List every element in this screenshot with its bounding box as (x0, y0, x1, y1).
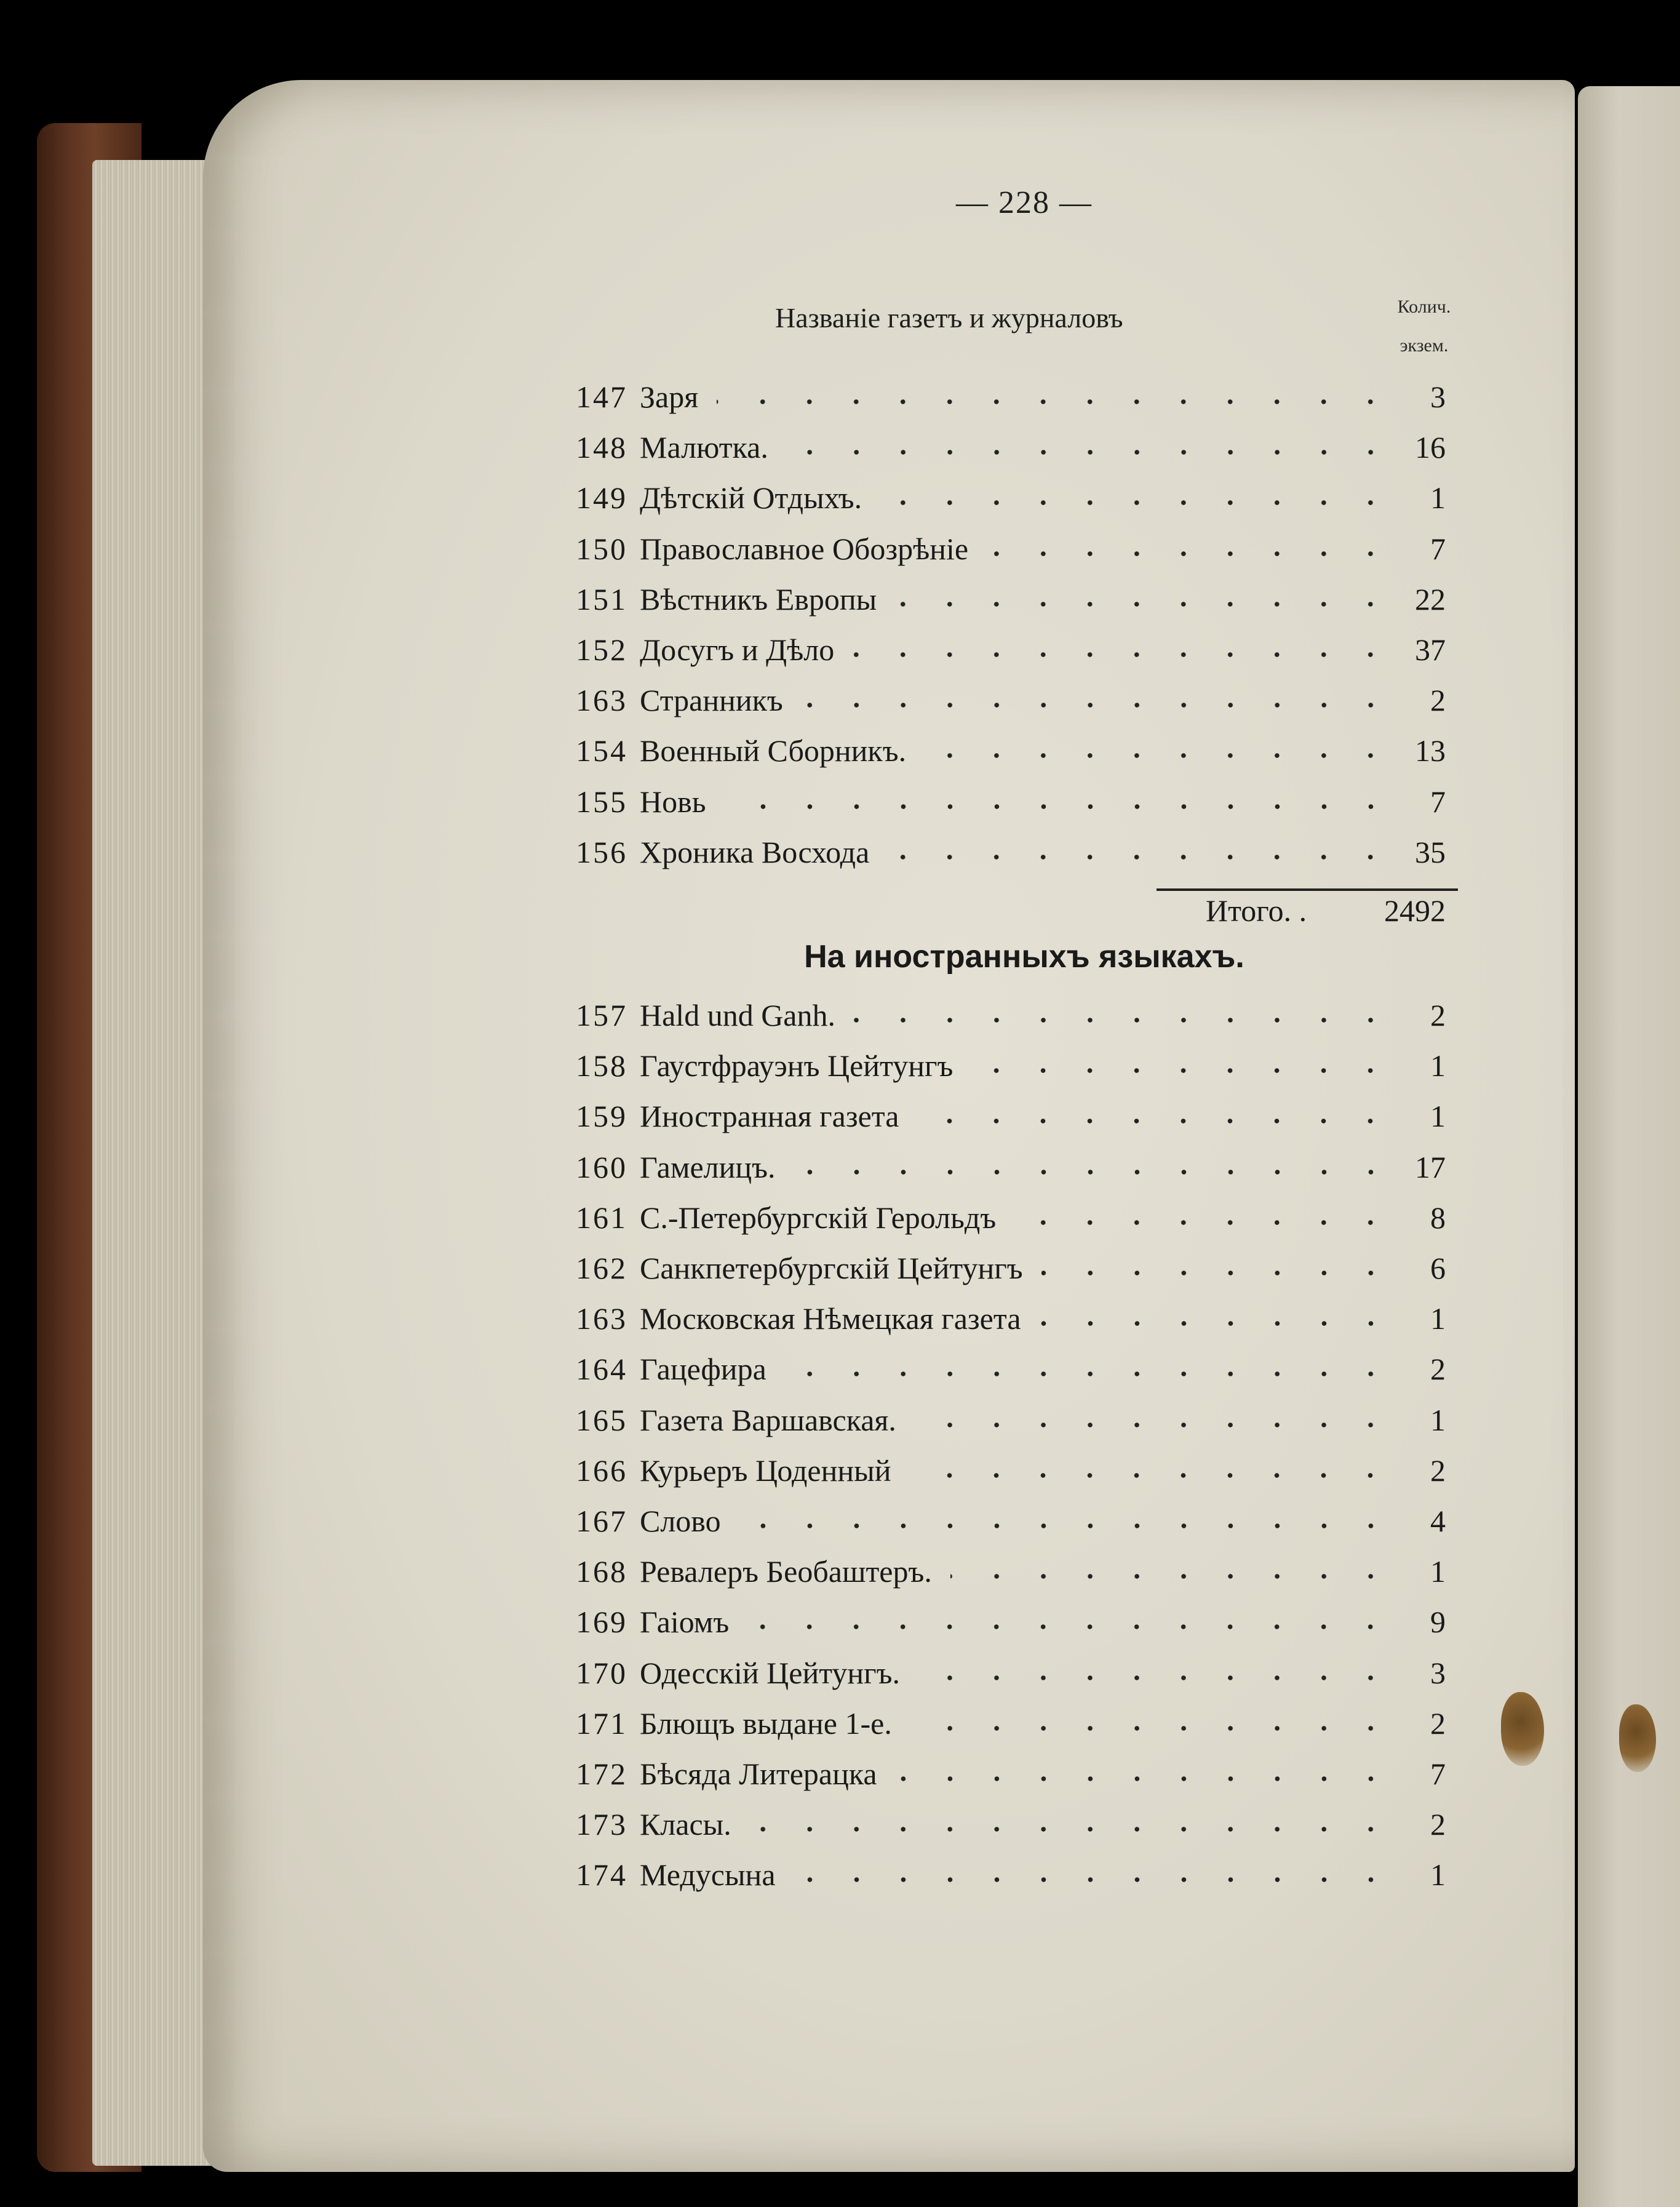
row-number: 166 (576, 1453, 627, 1488)
row-number: 151 (576, 581, 627, 617)
copy-count: 37 (1415, 633, 1446, 667)
row-number: 168 (576, 1554, 627, 1589)
copy-count: 2 (1430, 683, 1446, 718)
table-row (560, 1294, 1446, 1343)
row-number: 158 (576, 1048, 627, 1084)
leader-dots (802, 676, 1396, 725)
periodical-name: Гацефира (640, 1352, 766, 1387)
leader-dots (895, 575, 1396, 624)
leader-dots (987, 524, 1396, 573)
row-number: 161 (576, 1200, 627, 1235)
periodical-name: Малютка. (640, 430, 768, 465)
table-header-title: Названіе газетъ и журналовъ (775, 302, 1123, 333)
periodical-name: С.-Петербургскій Герольдъ (640, 1200, 997, 1235)
quantity-header-line-2: экзем. (1399, 335, 1449, 356)
row-number: 157 (576, 998, 627, 1032)
copy-count: 4 (1430, 1504, 1446, 1538)
copy-count: 1 (1430, 1554, 1446, 1589)
table-row (560, 1699, 1446, 1748)
periodical-name: Класы. (640, 1807, 731, 1842)
periodical-name: Православное Обозрѣніе (640, 531, 969, 566)
periodical-name: Блющъ выдане 1-е. (640, 1706, 892, 1741)
leader-dots (888, 828, 1396, 877)
leader-dots (794, 1850, 1396, 1899)
table-row (560, 1547, 1446, 1596)
periodical-name: Вѣстникъ Европы (640, 581, 877, 617)
row-number: 170 (576, 1655, 627, 1690)
section-title: На иностранныхъ языкахъ. (804, 939, 1244, 975)
leader-dots (853, 625, 1396, 674)
row-number: 150 (576, 531, 627, 566)
row-number: 160 (576, 1149, 627, 1184)
copy-count: 7 (1430, 531, 1446, 566)
table-row (560, 1243, 1446, 1293)
row-number: 152 (576, 633, 627, 667)
periodical-name: Дѣтскій Отдыхъ. (640, 481, 862, 516)
periodical-name: Медусына (640, 1858, 776, 1893)
leader-dots (910, 1699, 1396, 1748)
leader-dots (917, 1092, 1396, 1141)
row-number: 148 (576, 430, 627, 465)
copy-count: 1 (1430, 1099, 1446, 1134)
total-label: Итого. . (1206, 893, 1307, 928)
copy-count: 8 (1430, 1200, 1446, 1235)
table-row (560, 1496, 1446, 1546)
leader-dots (909, 1446, 1396, 1495)
leader-dots (725, 777, 1396, 826)
copy-count: 1 (1430, 1048, 1446, 1084)
table-row (560, 372, 1446, 421)
leader-dots (717, 372, 1396, 421)
table-row (560, 423, 1446, 472)
copy-count: 2 (1430, 1807, 1446, 1842)
leader-dots (1040, 1294, 1396, 1343)
leader-dots (925, 726, 1396, 775)
table-row (560, 1800, 1446, 1849)
page-number: — 228 — (956, 185, 1093, 220)
table-row (560, 1648, 1446, 1698)
row-number: 162 (576, 1251, 627, 1285)
periodical-name: Гамелицъ. (640, 1149, 776, 1184)
periodical-name: Иностранная газета (640, 1099, 899, 1134)
leader-dots (918, 1648, 1396, 1698)
row-number: 172 (576, 1757, 627, 1791)
leader-dots (747, 1597, 1396, 1646)
table-row (560, 625, 1446, 674)
periodical-name: Бѣсяда Литерацка (640, 1757, 877, 1791)
table-row (560, 1092, 1446, 1141)
table-row (560, 524, 1446, 573)
copy-count: 1 (1430, 1301, 1446, 1336)
leader-dots (1041, 1243, 1396, 1293)
periodical-name: Новь (640, 784, 706, 819)
periodical-name: Одесскій Цейтунгъ. (640, 1655, 901, 1690)
table-row (560, 473, 1446, 522)
leader-dots (750, 1800, 1396, 1849)
copy-count: 2 (1430, 1706, 1446, 1741)
table-row (560, 676, 1446, 725)
table-row (560, 726, 1446, 775)
table-row (560, 828, 1446, 877)
row-number: 155 (576, 784, 627, 819)
periodical-name: Гаустфрауэнъ Цейтунгъ (640, 1048, 953, 1084)
table-row (560, 1143, 1446, 1192)
periodical-name: Ревалеръ Беобаштеръ. (640, 1554, 932, 1589)
copy-count: 9 (1430, 1605, 1446, 1640)
copy-count: 3 (1430, 380, 1446, 414)
row-number: 149 (576, 481, 627, 516)
copy-count: 7 (1430, 784, 1446, 819)
leader-dots (854, 991, 1396, 1040)
periodical-name: Заря (640, 380, 699, 414)
row-number: 165 (576, 1402, 627, 1437)
leader-dots (739, 1496, 1396, 1546)
copy-count: 1 (1430, 481, 1446, 516)
copy-count: 1 (1430, 1858, 1446, 1893)
copy-count: 2 (1430, 1453, 1446, 1488)
facing-page-edge (1578, 86, 1680, 2207)
periodical-name: Странникъ (640, 683, 783, 718)
row-number: 163 (576, 1301, 627, 1336)
table-row (560, 1850, 1446, 1899)
row-number: 159 (576, 1099, 627, 1134)
leader-dots (915, 1395, 1396, 1445)
page-stain (1619, 1704, 1656, 1772)
copy-count: 2 (1430, 998, 1446, 1032)
table-row (560, 1344, 1446, 1394)
row-number: 171 (576, 1706, 627, 1741)
copy-count: 16 (1415, 430, 1446, 465)
table-row (560, 1446, 1446, 1495)
row-number: 147 (576, 380, 627, 414)
total-value: 2492 (1384, 893, 1446, 928)
leader-dots (787, 423, 1396, 472)
row-number: 173 (576, 1807, 627, 1842)
periodical-name: Слово (640, 1504, 721, 1538)
quantity-header-line-1: Колич. (1397, 297, 1451, 317)
leader-dots (1014, 1193, 1396, 1242)
copy-count: 6 (1430, 1251, 1446, 1285)
copy-count: 1 (1430, 1402, 1446, 1437)
row-number: 167 (576, 1504, 627, 1538)
periodical-name: Московская Нѣмецкая газета (640, 1301, 1021, 1336)
total-row (1206, 886, 1446, 935)
leader-dots (950, 1547, 1396, 1596)
row-number: 156 (576, 834, 627, 869)
copy-count: 3 (1430, 1655, 1446, 1690)
page-stain (1501, 1692, 1544, 1766)
row-number: 163 (576, 683, 627, 718)
table-row (560, 777, 1446, 826)
periodical-name: Санкпетербургскій Цейтунгъ (640, 1251, 1023, 1285)
leader-dots (785, 1344, 1396, 1394)
periodical-name: Досугъ и Дѣло (640, 633, 835, 667)
row-number: 164 (576, 1352, 627, 1387)
copy-count: 17 (1415, 1149, 1446, 1184)
row-number: 169 (576, 1605, 627, 1640)
row-number: 174 (576, 1858, 627, 1893)
copy-count: 2 (1430, 1352, 1446, 1387)
periodical-name: Хроника Восхода (640, 834, 870, 869)
leader-dots (896, 1749, 1396, 1798)
table-row (560, 1749, 1446, 1798)
copy-count: 7 (1430, 1757, 1446, 1791)
leader-dots (794, 1143, 1396, 1192)
table-row (560, 1041, 1446, 1090)
copy-count: 22 (1415, 581, 1446, 617)
leader-dots (971, 1041, 1396, 1090)
leader-dots (880, 473, 1396, 522)
periodical-name: Гаіомъ (640, 1605, 730, 1640)
periodical-name: Газета Варшавская. (640, 1402, 896, 1437)
table-row (560, 1395, 1446, 1445)
periodical-name: Hald und Ganh. (640, 998, 835, 1032)
periodical-name: Военный Сборникъ. (640, 733, 907, 768)
table-row (560, 1597, 1446, 1646)
copy-count: 35 (1415, 834, 1446, 869)
table-row (560, 1193, 1446, 1242)
table-row (560, 575, 1446, 624)
periodical-name: Курьеръ Цоденный (640, 1453, 891, 1488)
table-row (560, 991, 1446, 1040)
row-number: 154 (576, 733, 627, 768)
copy-count: 13 (1415, 733, 1446, 768)
